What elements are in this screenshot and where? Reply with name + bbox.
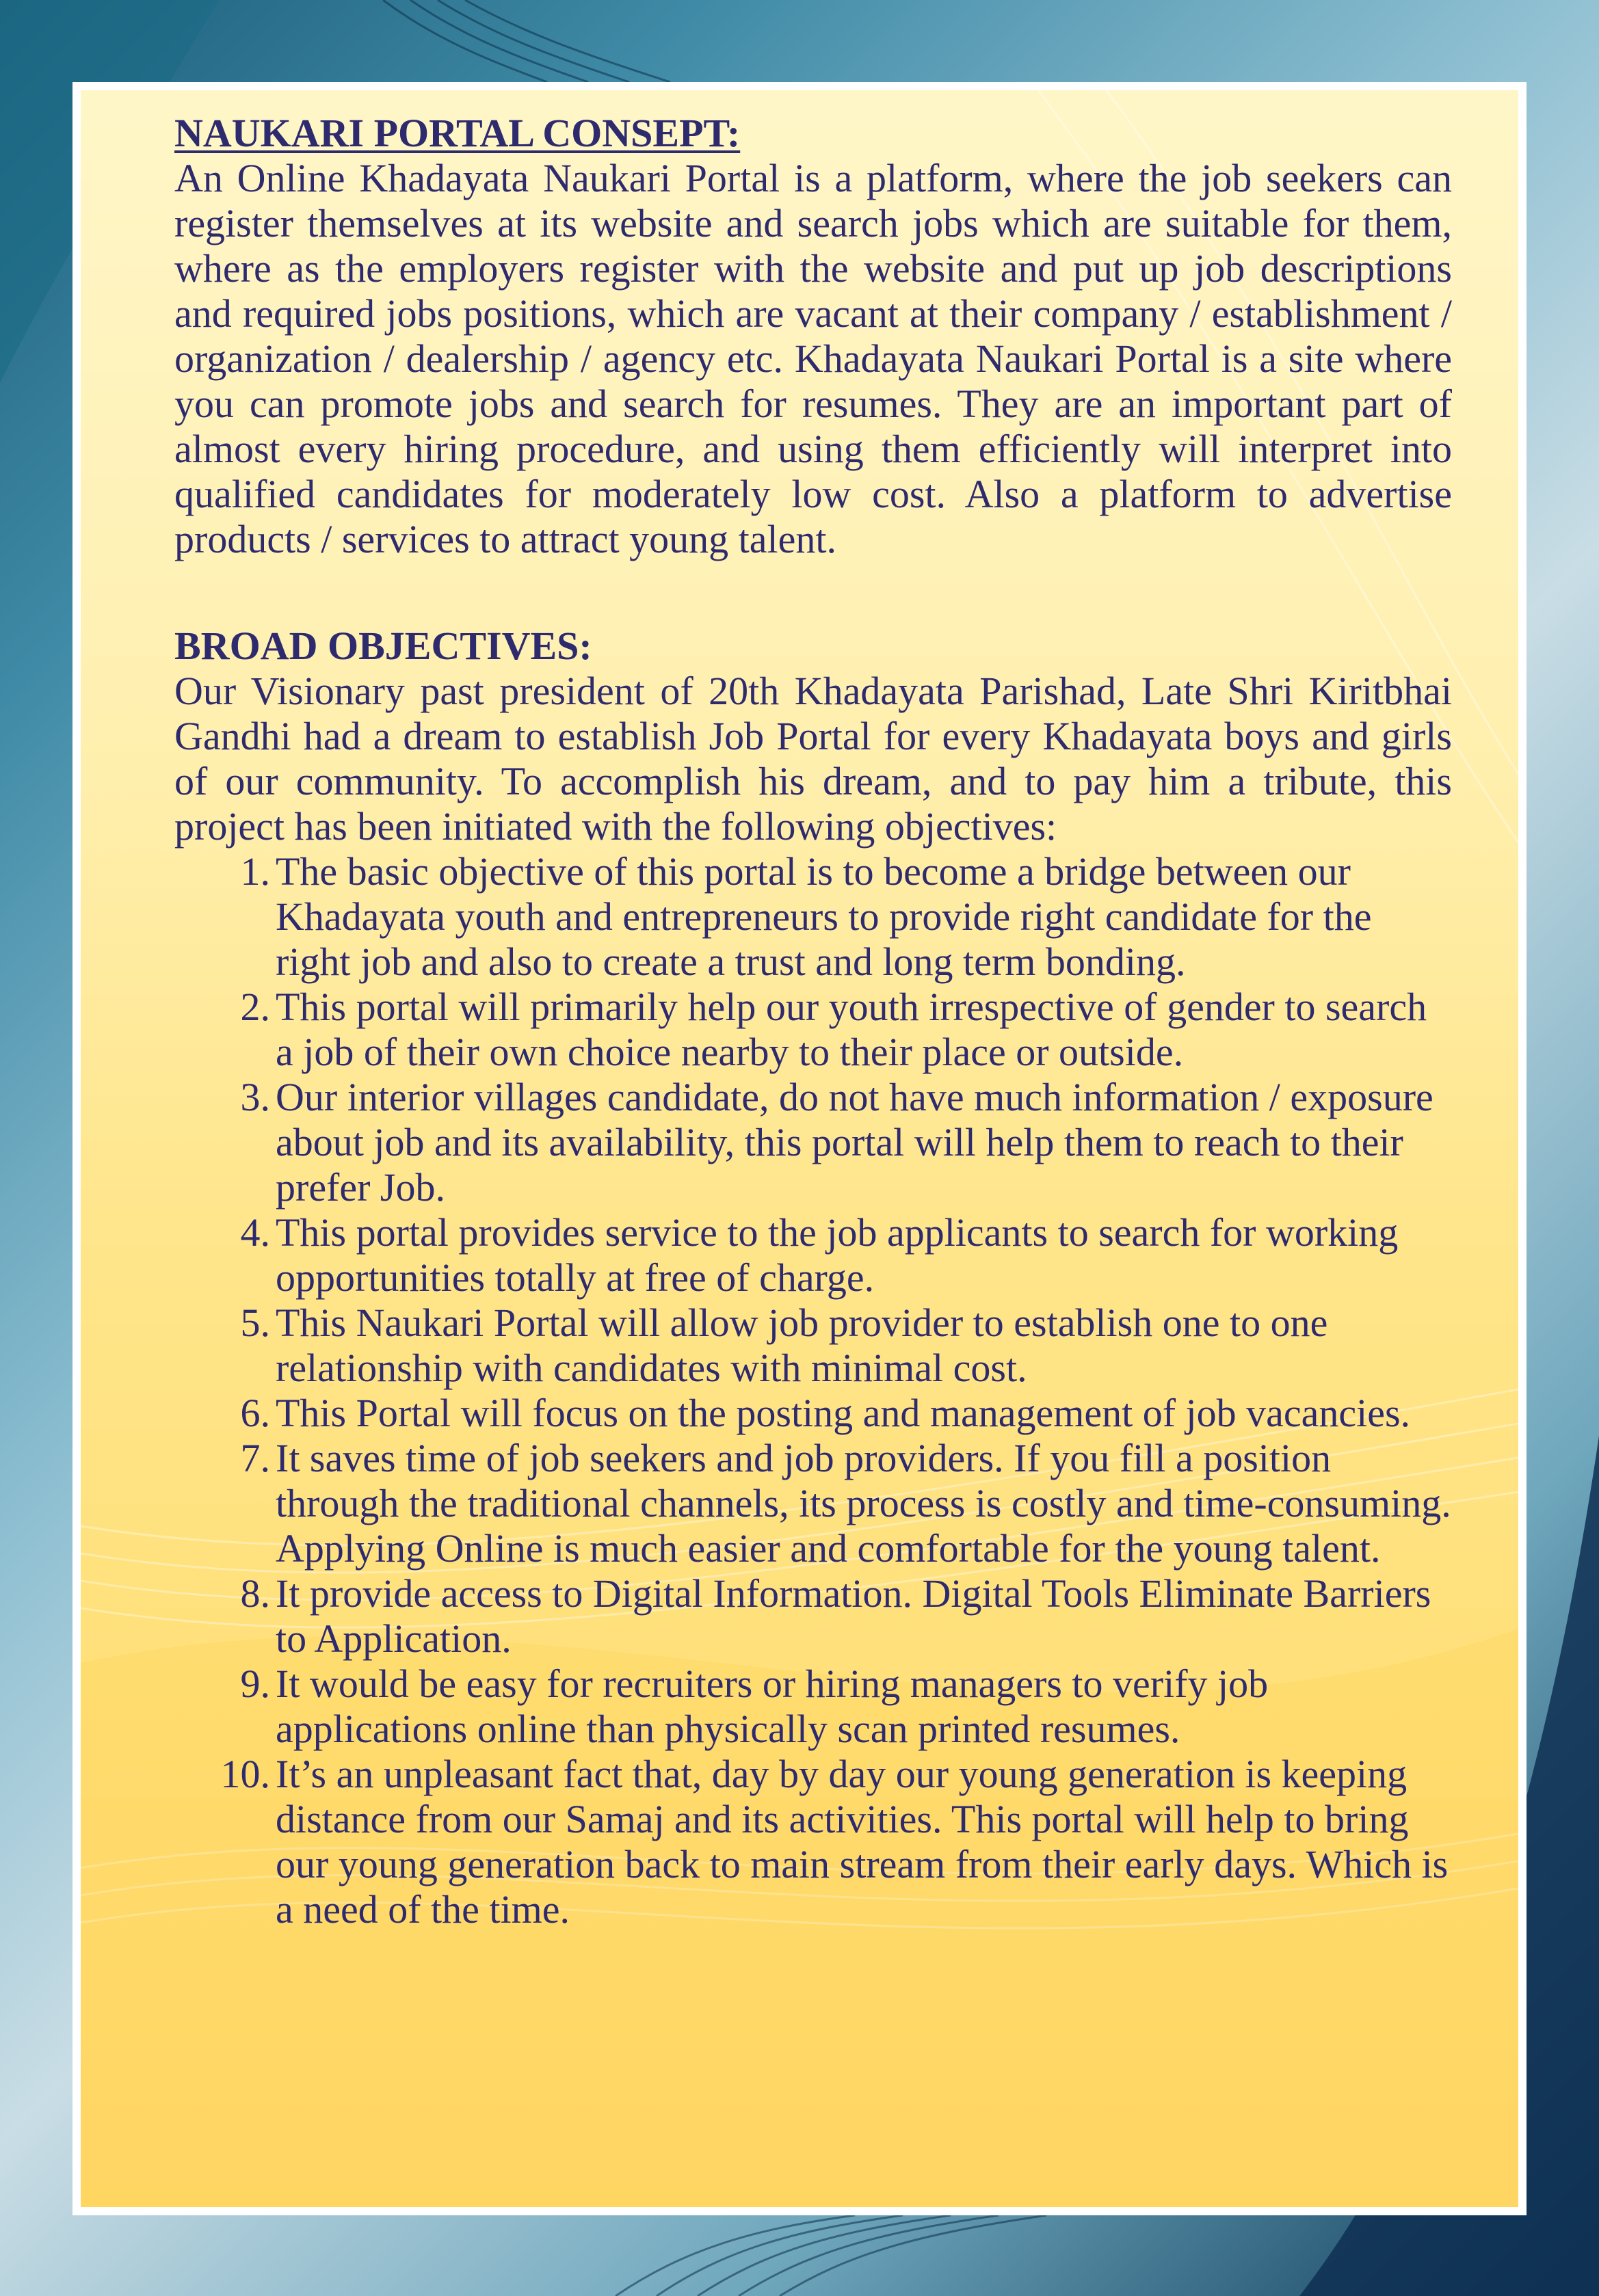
section-heading-portal-concept: NAUKARI PORTAL CONSEPT: <box>174 111 741 155</box>
list-item <box>174 1436 1452 1571</box>
list-item-number: 8. <box>240 1571 270 1616</box>
objectives-intro-paragraph: Our Visionary past president of 20th Khadayata Parishad, Late Shri Kiritbhai Gandhi had a dream to establish Job Portal for every Khadayata boys and girls of our community. To accomplish his dream, and to pay him a tribute, this project has been initiated with the following objectives: <box>174 669 1452 849</box>
list-item-text: It would be easy for recruiters or hiring managers to verify job applications online than physically scan printed resumes. <box>276 1661 1269 1751</box>
list-item-number: 7. <box>240 1436 270 1480</box>
list-item-text: It’s an unpleasant fact that, day by day our young generation is keeping distance from our Samaj and its activities. This portal will help to bring our young generation back to main stream from their early days. Which is a need of the time. <box>276 1752 1449 1932</box>
list-item <box>174 1075 1452 1210</box>
list-item <box>174 1391 1452 1436</box>
portal-concept-paragraph: An Online Khadayata Naukari Portal is a platform, where the job seekers can register themselves at its website and search jobs which are suitable for them, where as the employers register with the website and put up job descriptions and required jobs positions, which are vacant at their company / establishment / organization / dealership / agency etc. Khadayata Naukari Portal is a site where you can promote jobs and search for resumes. They are an important part of almost every hiring procedure, and using them efficiently will interpret into qualified candidates for moderately low cost. Also a platform to advertise products / services to attract young talent. <box>174 156 1452 561</box>
list-item-text: The basic objective of this portal is to become a bridge between our Khadayata youth and entrepreneurs to provide right candidate for the right job and also to create a trust and long term bonding. <box>276 849 1372 984</box>
list-item-text: This Portal will focus on the posting and management of job vacancies. <box>276 1391 1411 1435</box>
section-heading-broad-objectives: BROAD OBJECTIVES: <box>174 624 592 668</box>
list-item <box>174 1752 1452 1932</box>
list-item <box>174 1661 1452 1752</box>
list-item-number: 3. <box>240 1075 270 1119</box>
list-item <box>174 1300 1452 1391</box>
list-item-number: 5. <box>240 1300 270 1345</box>
list-item-number: 4. <box>240 1210 270 1255</box>
list-item-text: This portal will primarily help our youth irrespective of gender to search a job of their own choice nearby to their place or outside. <box>276 985 1427 1074</box>
list-item <box>174 1571 1452 1661</box>
list-item-number: 9. <box>240 1661 270 1706</box>
list-item-number: 10. <box>220 1752 270 1796</box>
list-item-text: Our interior villages candidate, do not have much information / exposure about job and its availability, this portal will help them to reach to their prefer Job. <box>276 1075 1433 1210</box>
list-item <box>174 985 1452 1075</box>
list-item-number: 1. <box>240 849 270 894</box>
objectives-list <box>174 849 1452 1932</box>
list-item <box>174 1210 1452 1300</box>
document-content <box>174 111 1452 1932</box>
list-item-number: 6. <box>240 1391 270 1435</box>
section-spacer <box>174 562 1452 624</box>
list-item-number: 2. <box>240 985 270 1029</box>
list-item <box>174 849 1452 985</box>
list-item-text: It provide access to Digital Information. Digital Tools Eliminate Barriers to Application. <box>276 1571 1431 1661</box>
list-item-text: This Naukari Portal will allow job provider to establish one to one relationship with candidates with minimal cost. <box>276 1300 1328 1390</box>
list-item-text: This portal provides service to the job applicants to search for working opportunities totally at free of charge. <box>276 1210 1399 1300</box>
list-item-text: It saves time of job seekers and job providers. If you fill a position through the traditional channels, its process is costly and time-consuming. Applying Online is much easier and comfortable for the young talent. <box>276 1436 1451 1571</box>
